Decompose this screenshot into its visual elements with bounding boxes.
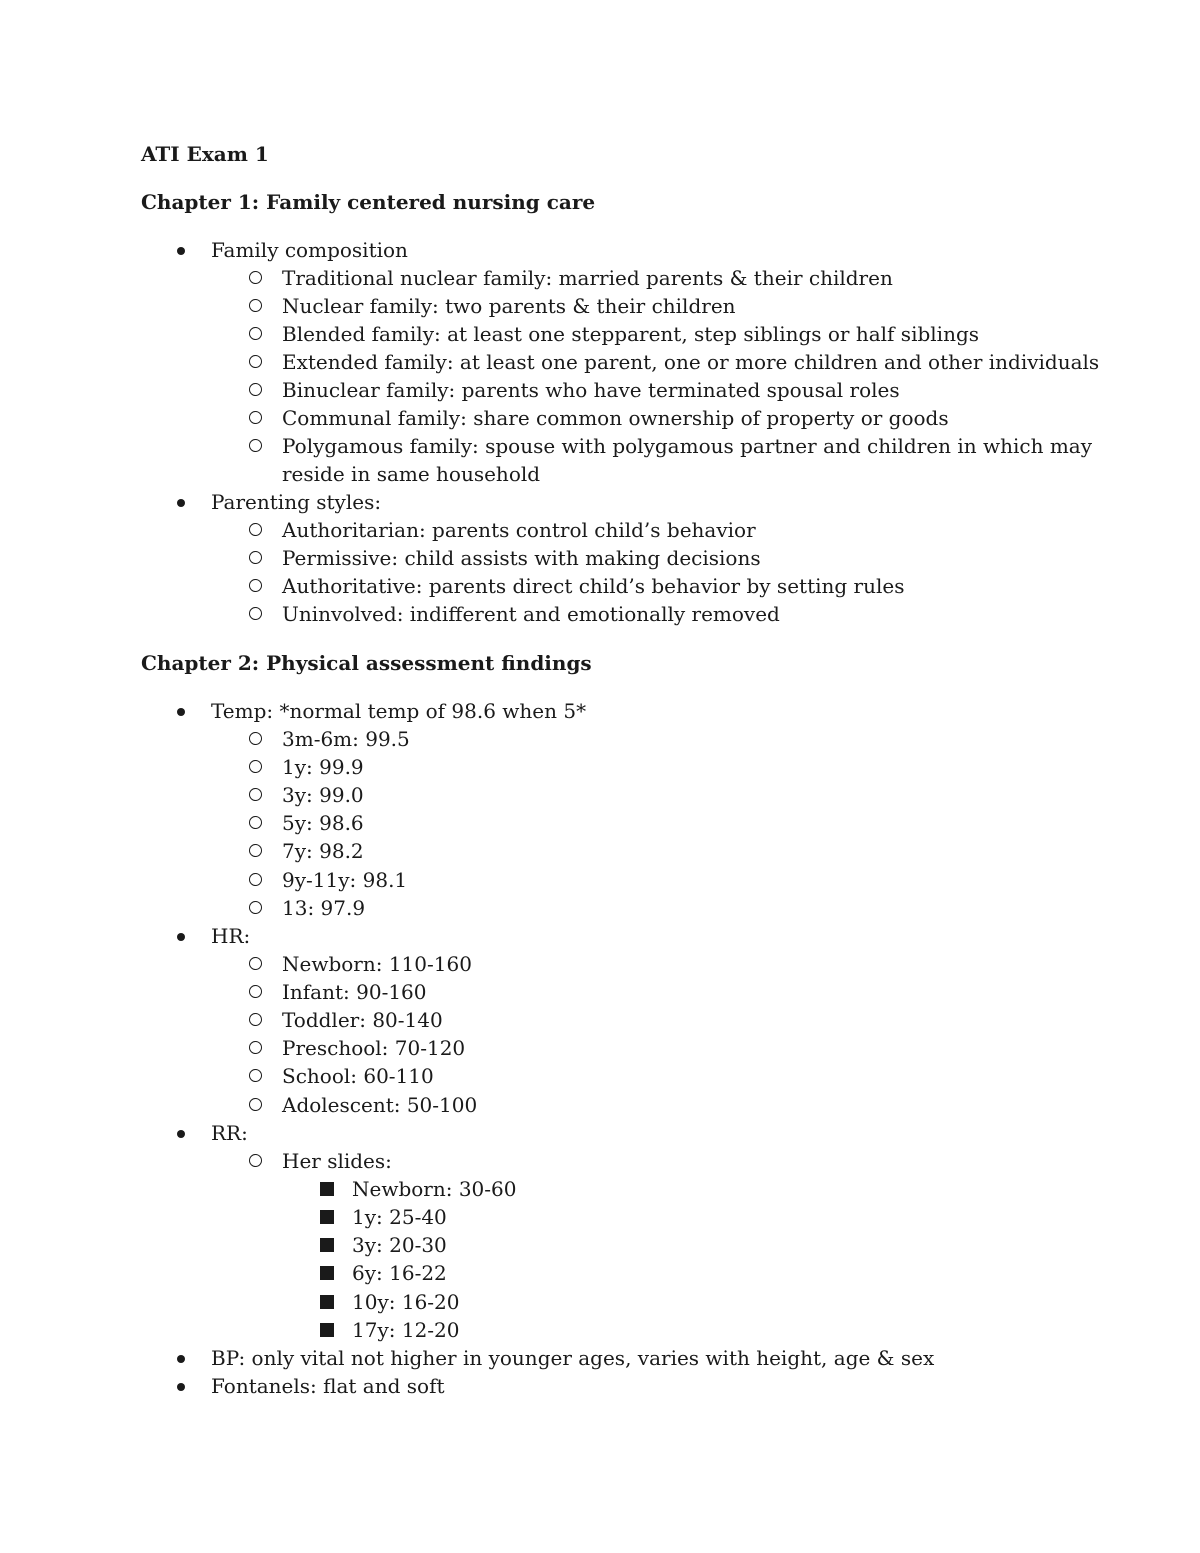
list-item-text: Newborn: 30-60	[352, 1177, 517, 1201]
list-item-text: Toddler: 80-140	[282, 1008, 443, 1032]
bullet-circle-icon	[249, 816, 262, 829]
list-item-text: Her slides:	[282, 1149, 392, 1173]
bullet-circle-icon	[249, 1154, 262, 1167]
list-item-text: Newborn: 110-160	[282, 952, 472, 976]
list-item-text: Uninvolved: indifferent and emotionally removed	[282, 602, 780, 626]
list-item-text: Preschool: 70-120	[282, 1036, 466, 1060]
list-item-text: 6y: 16-22	[352, 1261, 447, 1285]
bullet-circle-icon	[249, 355, 262, 368]
chapter-1-heading-text: Chapter 1: Family centered nursing care	[141, 190, 596, 214]
bullet-circle-icon	[249, 439, 262, 452]
bullet-circle-icon	[249, 985, 262, 998]
list-item-text: BP: only vital not higher in younger ages, varies with height, age & sex	[211, 1346, 935, 1370]
list-item-text: Authoritarian: parents control child’s behavior	[282, 518, 756, 542]
list-item-text: Polygamous family: spouse with polygamous partner and children in which may	[282, 434, 1092, 458]
bullet-circle-icon	[249, 844, 262, 857]
bullet-circle-icon	[249, 1041, 262, 1054]
bullet-circle-icon	[249, 1013, 262, 1026]
list-item-text: Family composition	[211, 238, 408, 262]
list-item-text: School: 60-110	[282, 1064, 434, 1088]
bullet-square-icon	[320, 1210, 334, 1224]
bullet-circle-icon	[249, 411, 262, 424]
list-item-text: Fontanels: flat and soft	[211, 1374, 445, 1398]
bullet-disc-icon	[177, 499, 185, 507]
list-item-text: Temp: *normal temp of 98.6 when 5*	[211, 699, 587, 723]
list-item-text: 17y: 12-20	[352, 1318, 460, 1342]
list-item-text: reside in same household	[282, 462, 541, 486]
list-item-text: 5y: 98.6	[282, 811, 364, 835]
list-item-text: Infant: 90-160	[282, 980, 427, 1004]
bullet-circle-icon	[249, 551, 262, 564]
chapter-2-heading-text: Chapter 2: Physical assessment findings	[141, 651, 592, 675]
document-title-text: ATI Exam 1	[141, 142, 269, 166]
bullet-circle-icon	[249, 1069, 262, 1082]
list-item-text: 3y: 99.0	[282, 783, 364, 807]
list-item-text: Adolescent: 50-100	[282, 1093, 478, 1117]
bullet-disc-icon	[177, 708, 185, 716]
bullet-disc-icon	[177, 1355, 185, 1363]
bullet-circle-icon	[249, 523, 262, 536]
list-item-text: Extended family: at least one parent, one or more children and other individuals	[282, 350, 1100, 374]
list-item-text: 7y: 98.2	[282, 839, 364, 863]
bullet-circle-icon	[249, 957, 262, 970]
list-item-text: 10y: 16-20	[352, 1290, 460, 1314]
list-item-text: Binuclear family: parents who have terminated spousal roles	[282, 378, 900, 402]
list-item-text: 13: 97.9	[282, 896, 366, 920]
bullet-disc-icon	[177, 247, 185, 255]
bullet-square-icon	[320, 1295, 334, 1309]
bullet-square-icon	[320, 1238, 334, 1252]
bullet-square-icon	[320, 1182, 334, 1196]
list-item-text: Authoritative: parents direct child’s behavior by setting rules	[282, 574, 905, 598]
bullet-circle-icon	[249, 901, 262, 914]
bullet-disc-icon	[177, 933, 185, 941]
list-item-text: Parenting styles:	[211, 490, 382, 514]
list-item-text: 1y: 99.9	[282, 755, 364, 779]
bullet-circle-icon	[249, 271, 262, 284]
bullet-circle-icon	[249, 788, 262, 801]
bullet-square-icon	[320, 1266, 334, 1280]
bullet-circle-icon	[249, 607, 262, 620]
bullet-circle-icon	[249, 1098, 262, 1111]
list-item-text: Permissive: child assists with making decisions	[282, 546, 761, 570]
bullet-square-icon	[320, 1323, 334, 1337]
list-item-text: Communal family: share common ownership of property or goods	[282, 406, 949, 430]
list-item-text: 9y-11y: 98.1	[282, 868, 408, 892]
bullet-circle-icon	[249, 732, 262, 745]
list-item-text: 1y: 25-40	[352, 1205, 447, 1229]
bullet-circle-icon	[249, 579, 262, 592]
list-item-text: 3m-6m: 99.5	[282, 727, 410, 751]
list-item-text: HR:	[211, 924, 251, 948]
bullet-circle-icon	[249, 383, 262, 396]
list-item-text: Traditional nuclear family: married parents & their children	[282, 266, 893, 290]
bullet-circle-icon	[249, 299, 262, 312]
list-item-text: 3y: 20-30	[352, 1233, 447, 1257]
bullet-circle-icon	[249, 760, 262, 773]
list-item-text: RR:	[211, 1121, 248, 1145]
bullet-disc-icon	[177, 1130, 185, 1138]
list-item-text: Nuclear family: two parents & their children	[282, 294, 736, 318]
bullet-circle-icon	[249, 327, 262, 340]
list-item-text: Blended family: at least one stepparent, step siblings or half siblings	[282, 322, 980, 346]
bullet-disc-icon	[177, 1383, 185, 1391]
bullet-circle-icon	[249, 873, 262, 886]
